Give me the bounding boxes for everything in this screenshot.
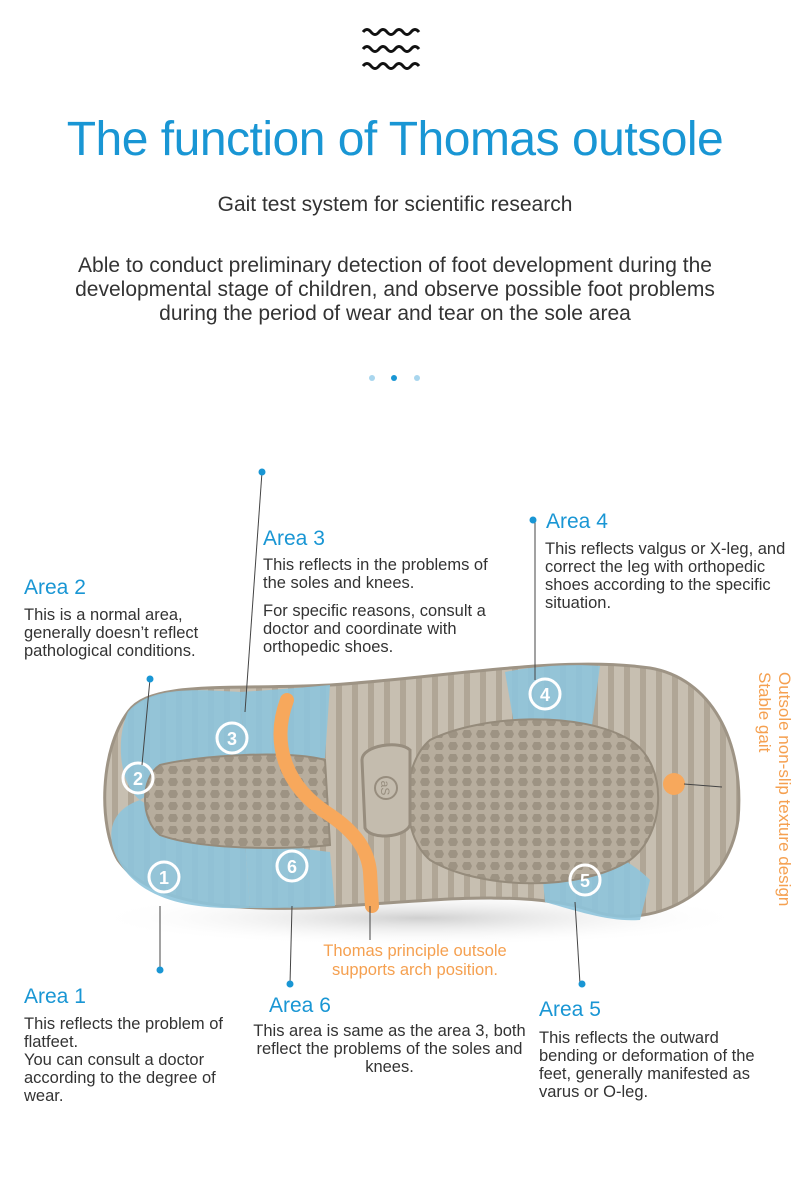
outsole-texture-label: Outsole non-slip texture design Stable gait xyxy=(755,672,794,907)
zone-number-3: 3 xyxy=(226,729,238,749)
area-1-text xyxy=(24,1015,239,1105)
zone-number-1: 1 xyxy=(158,868,170,888)
pager-dot-active xyxy=(391,375,397,381)
area-3-title: Area 3 xyxy=(263,527,325,550)
forefoot-texture xyxy=(408,719,659,883)
area-5-text xyxy=(539,1029,779,1101)
area-2-text xyxy=(24,606,244,660)
zone-number-5: 5 xyxy=(579,871,591,891)
zone-number-2: 2 xyxy=(132,769,144,789)
area-5-title: Area 5 xyxy=(539,998,601,1021)
texture-marker xyxy=(663,773,685,795)
area-3-line: For specific reasons, consult a doctor and coordinate with orthopedic shoes. xyxy=(263,602,486,656)
area-6-text xyxy=(252,1022,527,1076)
pager-dot xyxy=(369,375,375,381)
shoe-sole-illustration xyxy=(0,440,790,980)
area-4-text xyxy=(545,540,790,612)
wave-icon xyxy=(361,24,427,74)
zone-number-4: 4 xyxy=(539,685,551,705)
area-1-line: This reflects the problem of flatfeet. xyxy=(24,1015,223,1051)
area-1-title: Area 1 xyxy=(24,985,86,1008)
area-5-line: This reflects the outward bending or deformation of the feet, generally manifested as varus or O-leg. xyxy=(539,1029,755,1101)
page-description: Able to conduct preliminary detection of foot development during the developmental stage of children, and observe possible foot problems during the period of wear and tear on the sole area xyxy=(75,254,715,325)
area-6-title: Area 6 xyxy=(269,994,331,1017)
area-4-title: Area 4 xyxy=(546,510,608,533)
page-title: The function of Thomas outsole xyxy=(66,113,724,166)
brand-mark: aS xyxy=(378,780,392,796)
area-4-line: This reflects valgus or X-leg, and correct the leg with orthopedic shoes according to the specific situation. xyxy=(545,540,786,612)
thomas-principle-label: Thomas principle outsole supports arch position. xyxy=(323,942,507,979)
zone-number-6: 6 xyxy=(286,857,298,877)
pager-dot xyxy=(414,375,420,381)
area-6-line: This area is same as the area 3, both reflect the problems of the soles and knees. xyxy=(253,1022,526,1076)
area-3-text xyxy=(263,556,508,656)
page-subtitle: Gait test system for scientific research xyxy=(217,193,573,216)
area-3-line: This reflects in the problems of the soles and knees. xyxy=(263,556,488,592)
area-2-title: Area 2 xyxy=(24,576,86,599)
area-1-line: You can consult a doctor according to the degree of wear. xyxy=(24,1051,216,1105)
area-2-line: This is a normal area, generally doesn’t reflect pathological conditions. xyxy=(24,606,199,660)
